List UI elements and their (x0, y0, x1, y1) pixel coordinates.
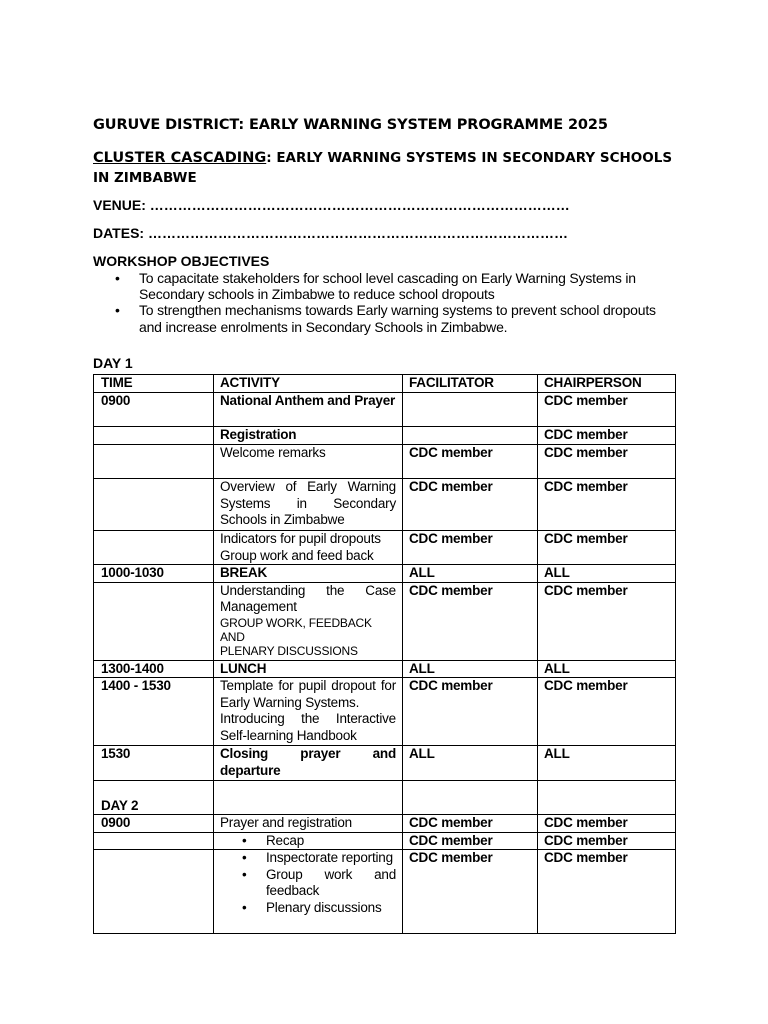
table-row (94, 479, 676, 531)
activity-line: Group work and feed back (220, 547, 374, 563)
document-subtitle (93, 148, 675, 188)
cell-chairperson: CDC member (538, 678, 676, 746)
document-title: GURUVE DISTRICT: EARLY WARNING SYSTEM PROGRAMME 2025 (93, 117, 608, 133)
venue-field: VENUE: ……………………………………………………………………………… (93, 197, 570, 213)
activity-note: GROUP WORK, FEEDBACK AND (220, 615, 372, 644)
table-row (94, 531, 676, 565)
cell-day-label: DAY 2 (94, 781, 214, 815)
cell-chairperson: CDC member (538, 531, 676, 565)
activity-bullets (220, 850, 396, 916)
activity-bullets (220, 833, 396, 850)
cell-activity (214, 582, 403, 660)
cell-facilitator: ALL (403, 746, 538, 781)
activity-bullet: • Recap (220, 833, 396, 850)
cell-activity (214, 678, 403, 746)
subtitle-rest: : EARLY WARNING SYSTEMS IN SECONDARY SCHOOLS IN ZIMBABWE (93, 150, 673, 186)
cell-chairperson: CDC member (538, 445, 676, 479)
cell-activity (214, 781, 403, 815)
cell-time: 1000-1030 (94, 565, 214, 583)
table-row (94, 832, 676, 850)
cell-chairperson: CDC member (538, 832, 676, 850)
table-row (94, 746, 676, 781)
cell-facilitator: CDC member (403, 582, 538, 660)
cell-activity: BREAK (214, 565, 403, 583)
cell-chairperson: CDC member (538, 815, 676, 833)
cell-chairperson: ALL (538, 660, 676, 678)
cell-activity: Prayer and registration (214, 815, 403, 833)
schedule-table (93, 374, 676, 934)
activity-note: PLENARY DISCUSSIONS (220, 643, 358, 658)
cell-activity: Registration (214, 427, 403, 445)
cell-chairperson: CDC member (538, 427, 676, 445)
cell-time (94, 445, 214, 479)
activity-text: Introducing the Interactive Self-learning Handbook (220, 711, 396, 743)
activity-bullet: • Inspectorate reporting (220, 850, 396, 867)
activity-bullet: • Plenary discussions (220, 900, 396, 917)
cell-chairperson: CDC member (538, 479, 676, 531)
table-row (94, 678, 676, 746)
table-row (94, 427, 676, 445)
cell-activity (214, 531, 403, 565)
cell-chairperson: CDC member (538, 582, 676, 660)
header-chairperson: CHAIRPERSON (538, 375, 676, 393)
cell-facilitator: CDC member (403, 832, 538, 850)
cell-time (94, 479, 214, 531)
cell-chairperson: ALL (538, 565, 676, 583)
cell-time (94, 582, 214, 660)
activity-bullet: • Group work and feedback (220, 867, 396, 900)
objectives-list (93, 270, 675, 335)
table-row (94, 815, 676, 833)
cell-time (94, 850, 214, 934)
objectives-heading: WORKSHOP OBJECTIVES (93, 253, 270, 269)
cell-facilitator: ALL (403, 660, 538, 678)
cell-time: 1530 (94, 746, 214, 781)
cell-time (94, 531, 214, 565)
subtitle-underlined: CLUSTER CASCADING (93, 150, 267, 166)
day1-label: DAY 1 (93, 355, 133, 371)
cell-facilitator: CDC member (403, 445, 538, 479)
dates-field: DATES: ……………………………………………………………………………… (93, 225, 568, 241)
cell-activity: Welcome remarks (214, 445, 403, 479)
cell-chairperson (538, 781, 676, 815)
activity-text: Template for pupil dropout for Early Warning Systems. (220, 678, 396, 710)
table-row (94, 582, 676, 660)
cell-activity: Overview of Early Warning Systems in Secondary Schools in Zimbabwe (214, 479, 403, 531)
cell-facilitator: CDC member (403, 479, 538, 531)
table-header-row (94, 375, 676, 393)
cell-facilitator: CDC member (403, 531, 538, 565)
table-row (94, 565, 676, 583)
cell-facilitator (403, 781, 538, 815)
cell-chairperson: CDC member (538, 850, 676, 934)
cell-time: 0900 (94, 815, 214, 833)
cell-chairperson: CDC member (538, 393, 676, 427)
cell-activity (214, 850, 403, 934)
activity-text: Understanding the Case Management (220, 582, 396, 614)
table-row (94, 850, 676, 934)
activity-line: Indicators for pupil dropouts (220, 531, 381, 546)
objective-item: • To capacitate stakeholders for school level cascading on Early Warning Systems in Secondary schools in Zimbabwe to reduce school dropouts (93, 270, 675, 302)
cell-facilitator: CDC member (403, 815, 538, 833)
cell-facilitator (403, 393, 538, 427)
cell-activity (214, 832, 403, 850)
cell-time: 1300-1400 (94, 660, 214, 678)
cell-time (94, 832, 214, 850)
cell-activity: National Anthem and Prayer (214, 393, 403, 427)
cell-facilitator: CDC member (403, 850, 538, 934)
table-row (94, 393, 676, 427)
header-time: TIME (94, 375, 214, 393)
cell-chairperson: ALL (538, 746, 676, 781)
table-row (94, 660, 676, 678)
cell-time: 0900 (94, 393, 214, 427)
cell-facilitator: CDC member (403, 678, 538, 746)
objective-item: • To strengthen mechanisms towards Early warning systems to prevent school dropouts and increase enrolments in Secondary Schools in Zimbabwe. (93, 302, 675, 334)
header-activity: ACTIVITY (214, 375, 403, 393)
cell-time (94, 427, 214, 445)
cell-facilitator: ALL (403, 565, 538, 583)
cell-time: 1400 - 1530 (94, 678, 214, 746)
table-row (94, 781, 676, 815)
header-facilitator: FACILITATOR (403, 375, 538, 393)
cell-activity: Closing prayer and departure (214, 746, 403, 781)
cell-activity: LUNCH (214, 660, 403, 678)
table-row (94, 445, 676, 479)
cell-facilitator (403, 427, 538, 445)
